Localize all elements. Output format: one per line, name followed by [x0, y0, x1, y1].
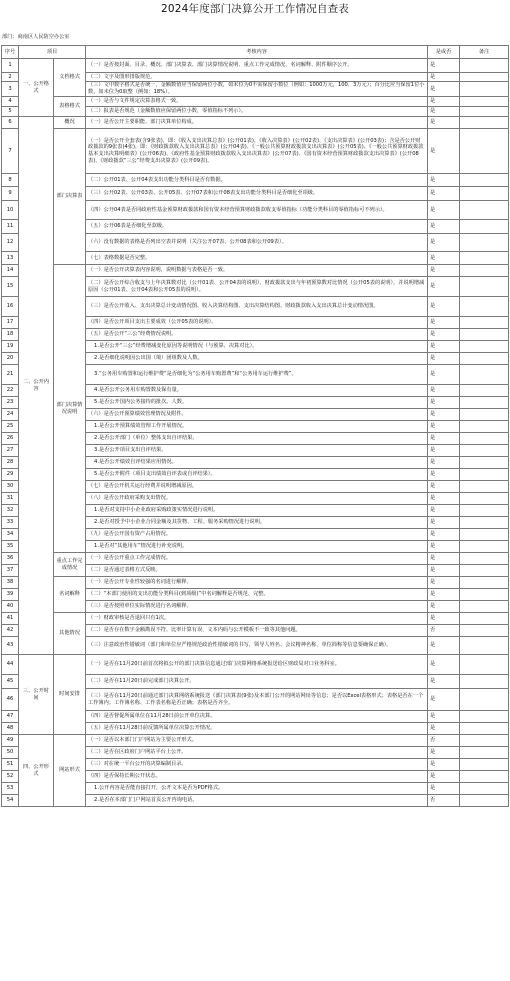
- remark-cell: [460, 397, 509, 409]
- content-cell: （一）是否公开重点工作完成情况。: [86, 553, 428, 565]
- remark-cell: [460, 655, 509, 675]
- row-number: 33: [2, 517, 19, 529]
- yes-no-cell: 是: [428, 277, 460, 297]
- row-number: 53: [2, 783, 19, 795]
- remark-cell: [460, 457, 509, 469]
- category-cell: 三、公开时间: [19, 655, 54, 735]
- row-number: 40: [2, 601, 19, 613]
- yes-no-cell: 是: [428, 457, 460, 469]
- subcategory-cell: 网站形式: [54, 735, 86, 807]
- content-cell: （四）是否督促所属单位在11月28日前公开单位决算。: [86, 711, 428, 723]
- content-cell: （二）“本部门使用的支出功能分类科目(到项级)”中名词解释是否规范、完整。: [86, 589, 428, 601]
- yes-no-cell: 是: [428, 252, 460, 265]
- remark-cell: [460, 747, 509, 759]
- row-number: 18: [2, 329, 19, 341]
- content-cell: （一）是否公开决算表内容说明，说明数据与表格是否一致。: [86, 265, 428, 277]
- content-cell: （八）是否公开政府采购支出情况。: [86, 493, 428, 505]
- subcategory-cell: 时间安排: [54, 655, 86, 735]
- row-number: 28: [2, 457, 19, 469]
- content-cell: 1.是否公开预算绩效管理工作开展情况。: [86, 421, 428, 433]
- yes-no-cell: 是: [428, 265, 460, 277]
- content-cell: （三）对在统一平台公开的决算编制目录。: [86, 759, 428, 771]
- subcategory-cell: 其他情况: [54, 613, 86, 655]
- remark-cell: [460, 589, 509, 601]
- content-cell: （三）公开02表、公开03表、公开05表、公开07表和公开08表支出功能分类科目是否细化至项级。: [86, 187, 428, 201]
- remark-cell: [460, 577, 509, 589]
- yes-no-cell: 是: [428, 187, 460, 201]
- row-number: 25: [2, 421, 19, 433]
- content-cell: 1.是否对“其他用车”情况进行补充说明。: [86, 541, 428, 553]
- content-cell: 3.“公务用车购置和运行维护费”是否细化为“公务用车购置费”和“公务用车运行维护费”。: [86, 365, 428, 385]
- yes-no-cell: 否: [428, 735, 460, 747]
- yes-no-cell: 是: [428, 174, 460, 187]
- yes-no-cell: 是: [428, 783, 460, 795]
- row-number: 39: [2, 589, 19, 601]
- row-number: 4: [2, 97, 19, 107]
- remark-cell: [460, 201, 509, 220]
- row-number: 42: [2, 625, 19, 637]
- table-row: [2, 655, 509, 675]
- yes-no-cell: 是: [428, 201, 460, 220]
- remark-cell: [460, 329, 509, 341]
- yes-no-cell: 是: [428, 637, 460, 655]
- row-number: 22: [2, 385, 19, 397]
- yes-no-cell: 是: [428, 759, 460, 771]
- yes-no-cell: 是: [428, 234, 460, 252]
- yes-no-cell: 是: [428, 655, 460, 675]
- row-number: 50: [2, 747, 19, 759]
- row-number: 3: [2, 82, 19, 97]
- yes-no-cell: 是: [428, 675, 460, 689]
- subcategory-cell: 概况: [54, 117, 86, 129]
- row-number: 13: [2, 252, 19, 265]
- row-number: 43: [2, 637, 19, 655]
- remark-cell: [460, 234, 509, 252]
- remark-cell: [460, 129, 509, 174]
- yes-no-cell: 是: [428, 385, 460, 397]
- row-number: 49: [2, 735, 19, 747]
- remark-cell: [460, 625, 509, 637]
- header-row: [2, 46, 509, 59]
- yes-no-cell: 是: [428, 329, 460, 341]
- remark-cell: [460, 59, 509, 73]
- remark-cell: [460, 187, 509, 201]
- yes-no-cell: 是: [428, 421, 460, 433]
- remark-cell: [460, 107, 509, 117]
- row-number: 16: [2, 297, 19, 317]
- remark-cell: [460, 445, 509, 457]
- remark-cell: [460, 735, 509, 747]
- subcategory-cell: 部门决算表: [54, 129, 86, 265]
- row-number: 23: [2, 397, 19, 409]
- content-cell: （五）公开06表是否细化至款级。: [86, 220, 428, 234]
- yes-no-cell: 是: [428, 220, 460, 234]
- remark-cell: [460, 637, 509, 655]
- remark-cell: [460, 783, 509, 795]
- content-cell: （一）是否公开主要职能、部门决算单位构成。: [86, 117, 428, 129]
- yes-no-cell: 是: [428, 577, 460, 589]
- remark-cell: [460, 505, 509, 517]
- content-cell: （六）是否公开预算绩效管理情况及附件。: [86, 409, 428, 421]
- remark-cell: [460, 711, 509, 723]
- table-row: [2, 735, 509, 747]
- row-number: 7: [2, 129, 19, 174]
- table-row: [2, 97, 509, 107]
- content-cell: （一）是否按封面、目录、概况、部门决算表、部门决算情况说明、重点工作完成情况、名词解释、附件顺序公开。: [86, 59, 428, 73]
- table-row: [2, 265, 509, 277]
- yes-no-cell: 是: [428, 409, 460, 421]
- row-number: 27: [2, 445, 19, 457]
- yes-no-cell: 是: [428, 317, 460, 329]
- remark-cell: [460, 277, 509, 297]
- category-cell: 一、公开格式: [19, 59, 54, 117]
- remark-cell: [460, 421, 509, 433]
- row-number: 12: [2, 234, 19, 252]
- content-cell: （一）是否公开专业性较强的名词进行解释。: [86, 577, 428, 589]
- row-number: 35: [2, 541, 19, 553]
- remark-cell: [460, 771, 509, 783]
- yes-no-cell: 是: [428, 529, 460, 541]
- row-number: 29: [2, 469, 19, 481]
- content-cell: 2.是否在本部门门户网站首页公开咨询电话。: [86, 795, 428, 807]
- row-number: 17: [2, 317, 19, 329]
- row-number: 2: [2, 73, 19, 82]
- content-cell: （七）表格数据是否完整。: [86, 252, 428, 265]
- remark-cell: [460, 795, 509, 807]
- content-cell: （一）财政审核是否退回只有1次。: [86, 613, 428, 625]
- yes-no-cell: 是: [428, 341, 460, 353]
- row-number: 34: [2, 529, 19, 541]
- row-number: 21: [2, 365, 19, 385]
- yes-no-cell: 是: [428, 553, 460, 565]
- remark-cell: [460, 252, 509, 265]
- row-number: 20: [2, 353, 19, 365]
- yes-no-cell: 是: [428, 445, 460, 457]
- row-number: 38: [2, 577, 19, 589]
- row-number: 32: [2, 505, 19, 517]
- table-row: [2, 553, 509, 565]
- content-cell: （一）是否以本部门门户网站为主要公开形式。: [86, 735, 428, 747]
- remark-cell: [460, 317, 509, 329]
- remark-cell: [460, 365, 509, 385]
- header-remark: 备注: [460, 46, 509, 59]
- yes-no-cell: 是: [428, 711, 460, 723]
- yes-no-cell: 是: [428, 117, 460, 129]
- remark-cell: [460, 297, 509, 317]
- row-number: 45: [2, 675, 19, 689]
- row-number: 54: [2, 795, 19, 807]
- content-cell: （四）是否保持长期公开状态。: [86, 771, 428, 783]
- row-number: 52: [2, 771, 19, 783]
- yes-no-cell: 否: [428, 625, 460, 637]
- subcategory-cell: 文档格式: [54, 59, 86, 97]
- row-number: 5: [2, 107, 19, 117]
- content-cell: 5.是否公开国内公务接待的批次、人数。: [86, 397, 428, 409]
- content-cell: （五）是否公开“三公”经费情况说明。: [86, 329, 428, 341]
- remark-cell: [460, 97, 509, 107]
- remark-cell: [460, 601, 509, 613]
- row-number: 30: [2, 481, 19, 493]
- row-number: 19: [2, 341, 19, 353]
- yes-no-cell: 是: [428, 723, 460, 735]
- yes-no-cell: 是: [428, 601, 460, 613]
- remark-cell: [460, 689, 509, 711]
- yes-no-cell: 是: [428, 297, 460, 317]
- row-number: 14: [2, 265, 19, 277]
- yes-no-cell: 是: [428, 771, 460, 783]
- header-no: 序号: [2, 46, 19, 59]
- remark-cell: [460, 220, 509, 234]
- yes-no-cell: 是: [428, 747, 460, 759]
- department-label: 部门：商南区人民防空办公室: [2, 34, 70, 40]
- table-row: [2, 129, 509, 174]
- row-number: 6: [2, 117, 19, 129]
- yes-no-cell: 是: [428, 97, 460, 107]
- yes-no-cell: 是: [428, 481, 460, 493]
- remark-cell: [460, 553, 509, 565]
- remark-cell: [460, 385, 509, 397]
- yes-no-cell: 是: [428, 469, 460, 481]
- row-number: 46: [2, 689, 19, 711]
- content-cell: （三）是否在11月20日前通过部门决算网络系统报送《部门决算表(9张)及本部门公开的网站网址等信息；是否以Excel表格形式；表格是否在一个工作簿内；工作簿名称、工作表名称是否正确；表格是否齐全。: [86, 689, 428, 711]
- content-cell: （七）是否公开机关运行经费并说明增减原因。: [86, 481, 428, 493]
- remark-cell: [460, 541, 509, 553]
- page-title: 2024年度部门决算公开工作情况自查表: [160, 3, 350, 15]
- yes-no-cell: 是: [428, 565, 460, 577]
- remark-cell: [460, 353, 509, 365]
- row-number: 8: [2, 174, 19, 187]
- row-number: 26: [2, 433, 19, 445]
- row-number: 9: [2, 187, 19, 201]
- row-number: 44: [2, 655, 19, 675]
- content-cell: 5.是否公开附件（项目支出绩效自评表或自评结果）。: [86, 469, 428, 481]
- row-number: 15: [2, 277, 19, 297]
- row-number: 51: [2, 759, 19, 771]
- content-cell: 1.是否对支持中小企业政府采购政策实情况进行说明。: [86, 505, 428, 517]
- content-cell: （二）是否通过表格方式反映。: [86, 565, 428, 577]
- category-cell: 四、公开形式: [19, 735, 54, 807]
- row-number: 1: [2, 59, 19, 73]
- yes-no-cell: 是: [428, 493, 460, 505]
- table-row: [2, 59, 509, 73]
- yes-no-cell: 是: [428, 129, 460, 174]
- yes-no-cell: 是: [428, 82, 460, 97]
- content-cell: 2.是否细化说明因公出国（境）团组数及人数。: [86, 353, 428, 365]
- yes-no-cell: 否: [428, 795, 460, 807]
- content-cell: 4.是否公开公务用车购置数及保有量。: [86, 385, 428, 397]
- yes-no-cell: 是: [428, 73, 460, 82]
- remark-cell: [460, 409, 509, 421]
- checklist-table: [1, 45, 509, 807]
- yes-no-cell: 是: [428, 397, 460, 409]
- yes-no-cell: 是: [428, 59, 460, 73]
- header-content: 考核内容: [86, 46, 428, 59]
- content-cell: （二）报表是否规范（金额数值应保留两位小数，零值指标不列示）。: [86, 107, 428, 117]
- table-row: [2, 117, 509, 129]
- content-cell: （四）是否公开项目支出主要成效（公开05表的说明）。: [86, 317, 428, 329]
- row-number: 41: [2, 613, 19, 625]
- remark-cell: [460, 481, 509, 493]
- remark-cell: [460, 759, 509, 771]
- remark-cell: [460, 117, 509, 129]
- content-cell: 2.是否对授予中小企业合同金额及其货物、工程、服务采购情况进行说明。: [86, 517, 428, 529]
- content-cell: （二）是否存在数字金额勘误不符、比率计算有误、文本内码与公开模板不一致等其他问题。: [86, 625, 428, 637]
- header-yn: 是或否: [428, 46, 460, 59]
- subcategory-cell: 部门决算情况说明: [54, 265, 86, 553]
- yes-no-cell: 是: [428, 433, 460, 445]
- remark-cell: [460, 517, 509, 529]
- yes-no-cell: 是: [428, 365, 460, 385]
- content-cell: （三）注意政治性错敏词（部门和单位应严格规范政治性错敏词的书写，领导人姓名、会议精神名称、单位简称等信息要确保正确）。: [86, 637, 428, 655]
- yes-no-cell: 是: [428, 589, 460, 601]
- content-cell: （二）是否在区政府门户网站平台上公开。: [86, 747, 428, 759]
- remark-cell: [460, 613, 509, 625]
- row-number: 10: [2, 201, 19, 220]
- table-body: [2, 59, 509, 807]
- row-number: 37: [2, 565, 19, 577]
- remark-cell: [460, 341, 509, 353]
- header-item: 项目: [19, 46, 86, 59]
- remark-cell: [460, 73, 509, 82]
- yes-no-cell: 是: [428, 517, 460, 529]
- remark-cell: [460, 529, 509, 541]
- row-number: 47: [2, 711, 19, 723]
- remark-cell: [460, 675, 509, 689]
- remark-cell: [460, 723, 509, 735]
- remark-cell: [460, 265, 509, 277]
- content-cell: （九）是否公开国有资产占用情况。: [86, 529, 428, 541]
- content-cell: （五）是否在11月28日前反馈所属单位决算公开情况。: [86, 723, 428, 735]
- yes-no-cell: 是: [428, 541, 460, 553]
- row-number: 31: [2, 493, 19, 505]
- content-cell: 3.是否公开项目支出自评结果。: [86, 445, 428, 457]
- content-cell: 2.是否公开部门（单位）整体支出自评结果。: [86, 433, 428, 445]
- subcategory-cell: 名词解释: [54, 577, 86, 613]
- remark-cell: [460, 493, 509, 505]
- content-cell: （三）文中数字格式是否统一，金额数值应当保留两位小数，如未位为0不需保留小数位（例如：1000万元，100．3万元）；百分比应当保留1位小数，如未位为0取整（例如：18%）。: [86, 82, 428, 97]
- row-number: 24: [2, 409, 19, 421]
- table-row: [2, 577, 509, 589]
- remark-cell: [460, 174, 509, 187]
- category-cell: 二、公开内容: [19, 117, 54, 655]
- content-cell: （二）文字及图形排版规范。: [86, 73, 428, 82]
- content-cell: 1.公开内容是否能直接打开，公开文本是否为PDF格式。: [86, 783, 428, 795]
- content-cell: （六）没有数据的表格是否列出空表并说明（关注公开07表、公开08表和公开09表）。: [86, 234, 428, 252]
- yes-no-cell: 是: [428, 505, 460, 517]
- remark-cell: [460, 433, 509, 445]
- remark-cell: [460, 82, 509, 97]
- content-cell: （四）公开04表是否同政府性基金预算财政拨款和国有资本经营预算财政拨款收支零值指标（功能分类科目的零值指标可不列示）。: [86, 201, 428, 220]
- yes-no-cell: 是: [428, 353, 460, 365]
- remark-cell: [460, 469, 509, 481]
- content-cell: （一）是否在11月20日前首次将拟公开的部门决算信息通过部门决算网络系统报送给区财政局对口业务科室。: [86, 655, 428, 675]
- content-cell: （一）是否与文件规定决算表格式一致。: [86, 97, 428, 107]
- yes-no-cell: 是: [428, 613, 460, 625]
- remark-cell: [460, 565, 509, 577]
- table-row: [2, 613, 509, 625]
- yes-no-cell: 是: [428, 689, 460, 711]
- content-cell: （二）公开01表、公开04表支出功能分类科目是否有数据。: [86, 174, 428, 187]
- row-number: 48: [2, 723, 19, 735]
- content-cell: 1.是否公开“三公”经费增减变化原因等说明情况（与预算、决算对比）。: [86, 341, 428, 353]
- subcategory-cell: 表格格式: [54, 97, 86, 117]
- content-cell: （三）是否按照单位实际情况进行名词解释。: [86, 601, 428, 613]
- row-number: 11: [2, 220, 19, 234]
- content-cell: （三）是否公开收入、支出决算总计变动情况图、收入决算结构图、支出决算结构图、财政拨款收入支出决算总计变动情况图。: [86, 297, 428, 317]
- subcategory-cell: 重点工作完成情况: [54, 553, 86, 577]
- content-cell: （一）是否公开全套表(含9张表)，即：《收入支出决算总表》(公开01表)、《收入决算表》(公开02表)、《支出决算表》(公开03表)；含是否公开财政拨款的9张表(4张)，即：《财政拨款收入支出决算总表》(公开04表)、《一般公共预算财政拨款支出决算表》(公开05表)、《一般公共预算财政拨款基本支出决算明细表》(公开06表)、《政府性基金预算财政拨款收入支出决算表》(公开07表)、《国有资本经营预算财政拨款支出决算表》(公开08表)、《财政拨款“三公”经费支出决算表》(公开09表)。: [86, 129, 428, 174]
- row-number: 36: [2, 553, 19, 565]
- content-cell: （二）是否公开综合收支与上年决算数对比（公开01表、公开04表的说明）、财政拨款支出与年初预算数对比情况（公开05表的说明），并说明增减原因（公开01表、公开04表和公开05表的说明）。: [86, 277, 428, 297]
- yes-no-cell: 是: [428, 107, 460, 117]
- content-cell: 4.是否公开绩效自评结果应用情况。: [86, 457, 428, 469]
- content-cell: （二）是否在11月20日前完成部门决算公开。: [86, 675, 428, 689]
